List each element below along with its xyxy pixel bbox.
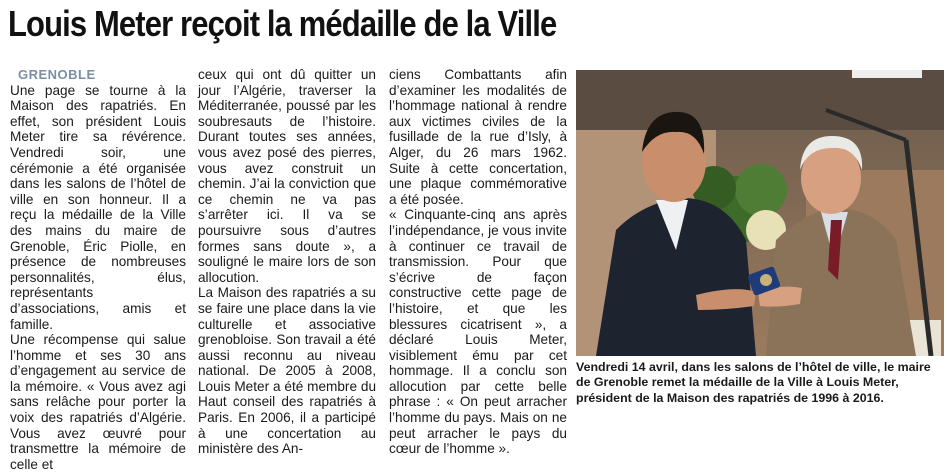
article-paragraph: « Cinquante-cinq ans après l’indépendance, je vous invite à continuer ce travail de transmission. Pour que s’écrive de façon constructive cette page de l’histoire, et que les blessures cicatrisent », a déclaré Louis Meter, visiblement ému par cet hommage. Il a conclu son allocution par cette belle phrase : « On peut arracher l’homme du pays. Mais on ne peut arracher le pays du cœur de l’homme ».	[389, 207, 567, 457]
article-paragraph	[10, 67, 186, 332]
article-headline: Louis Meter reçoit la médaille de la Ville	[8, 3, 557, 44]
article-column-2	[198, 67, 376, 457]
article-column-1	[10, 67, 186, 472]
article-paragraph: ceux qui ont dû quitter un jour l’Algérie, traverser la Méditerranée, poussé par les soubresauts de l’histoire. Durant toutes ses années, vous avez posé des pierres, vous avez construit un chemin. J’ai la conviction que ce chemin ne va pas s’arrêter ici. Il va se poursuivre sous d’autres formes sans doute », a souligné le maire lors de son allocution.	[198, 67, 376, 285]
photo-caption: Vendredi 14 avril, dans les salons de l’hôtel de ville, le maire de Grenoble remet la médaille de la Ville à Louis Meter, président de la Maison des rapatriés de 1996 à 2016.	[576, 360, 931, 405]
article-paragraph: ciens Combattants afin d’examiner les modalités de l’hommage national à rendre aux victimes civiles de la fusillade de la rue d’Isly, à Alger, du 26 mars 1962. Suite à cette concertation, une plaque commémorative a été posée.	[389, 67, 567, 207]
article-paragraph: La Maison des rapatriés a su se faire une place dans la vie culturelle et associative grenobloise. Son travail a été aussi reconnu au niveau national. De 2005 à 2008, Louis Meter a été membre du Haut conseil des rapatriés à Paris. En 2006, il a participé à une concertation au ministère des An-	[198, 285, 376, 457]
ceremony-photo	[576, 70, 944, 356]
article-paragraph: Une récompense qui salue l’homme et ses 30 ans d’engagement au service de la mémoire. « Vous avez agi sans relâche pour porter la voix des rapatriés d’Algérie. Vous avez œuvré pour transmettre la mémoire de celle et	[10, 332, 186, 472]
article-column-3	[389, 67, 567, 457]
paragraph-text: Une page se tourne à la Maison des rapatriés. En effet, son président Louis Meter tire sa révérence. Vendredi soir, une cérémonie a été organisée dans les salons de l’hôtel de ville en son honneur. Il a reçu la médaille de la Ville des mains du maire de Grenoble, Éric Piolle, en présence de nombreuses personnalités, élus, représentants d’associations, amis et famille.	[10, 82, 186, 332]
ceremony-photo-illustration	[576, 70, 944, 356]
location-tag: GRENOBLE	[18, 67, 96, 82]
